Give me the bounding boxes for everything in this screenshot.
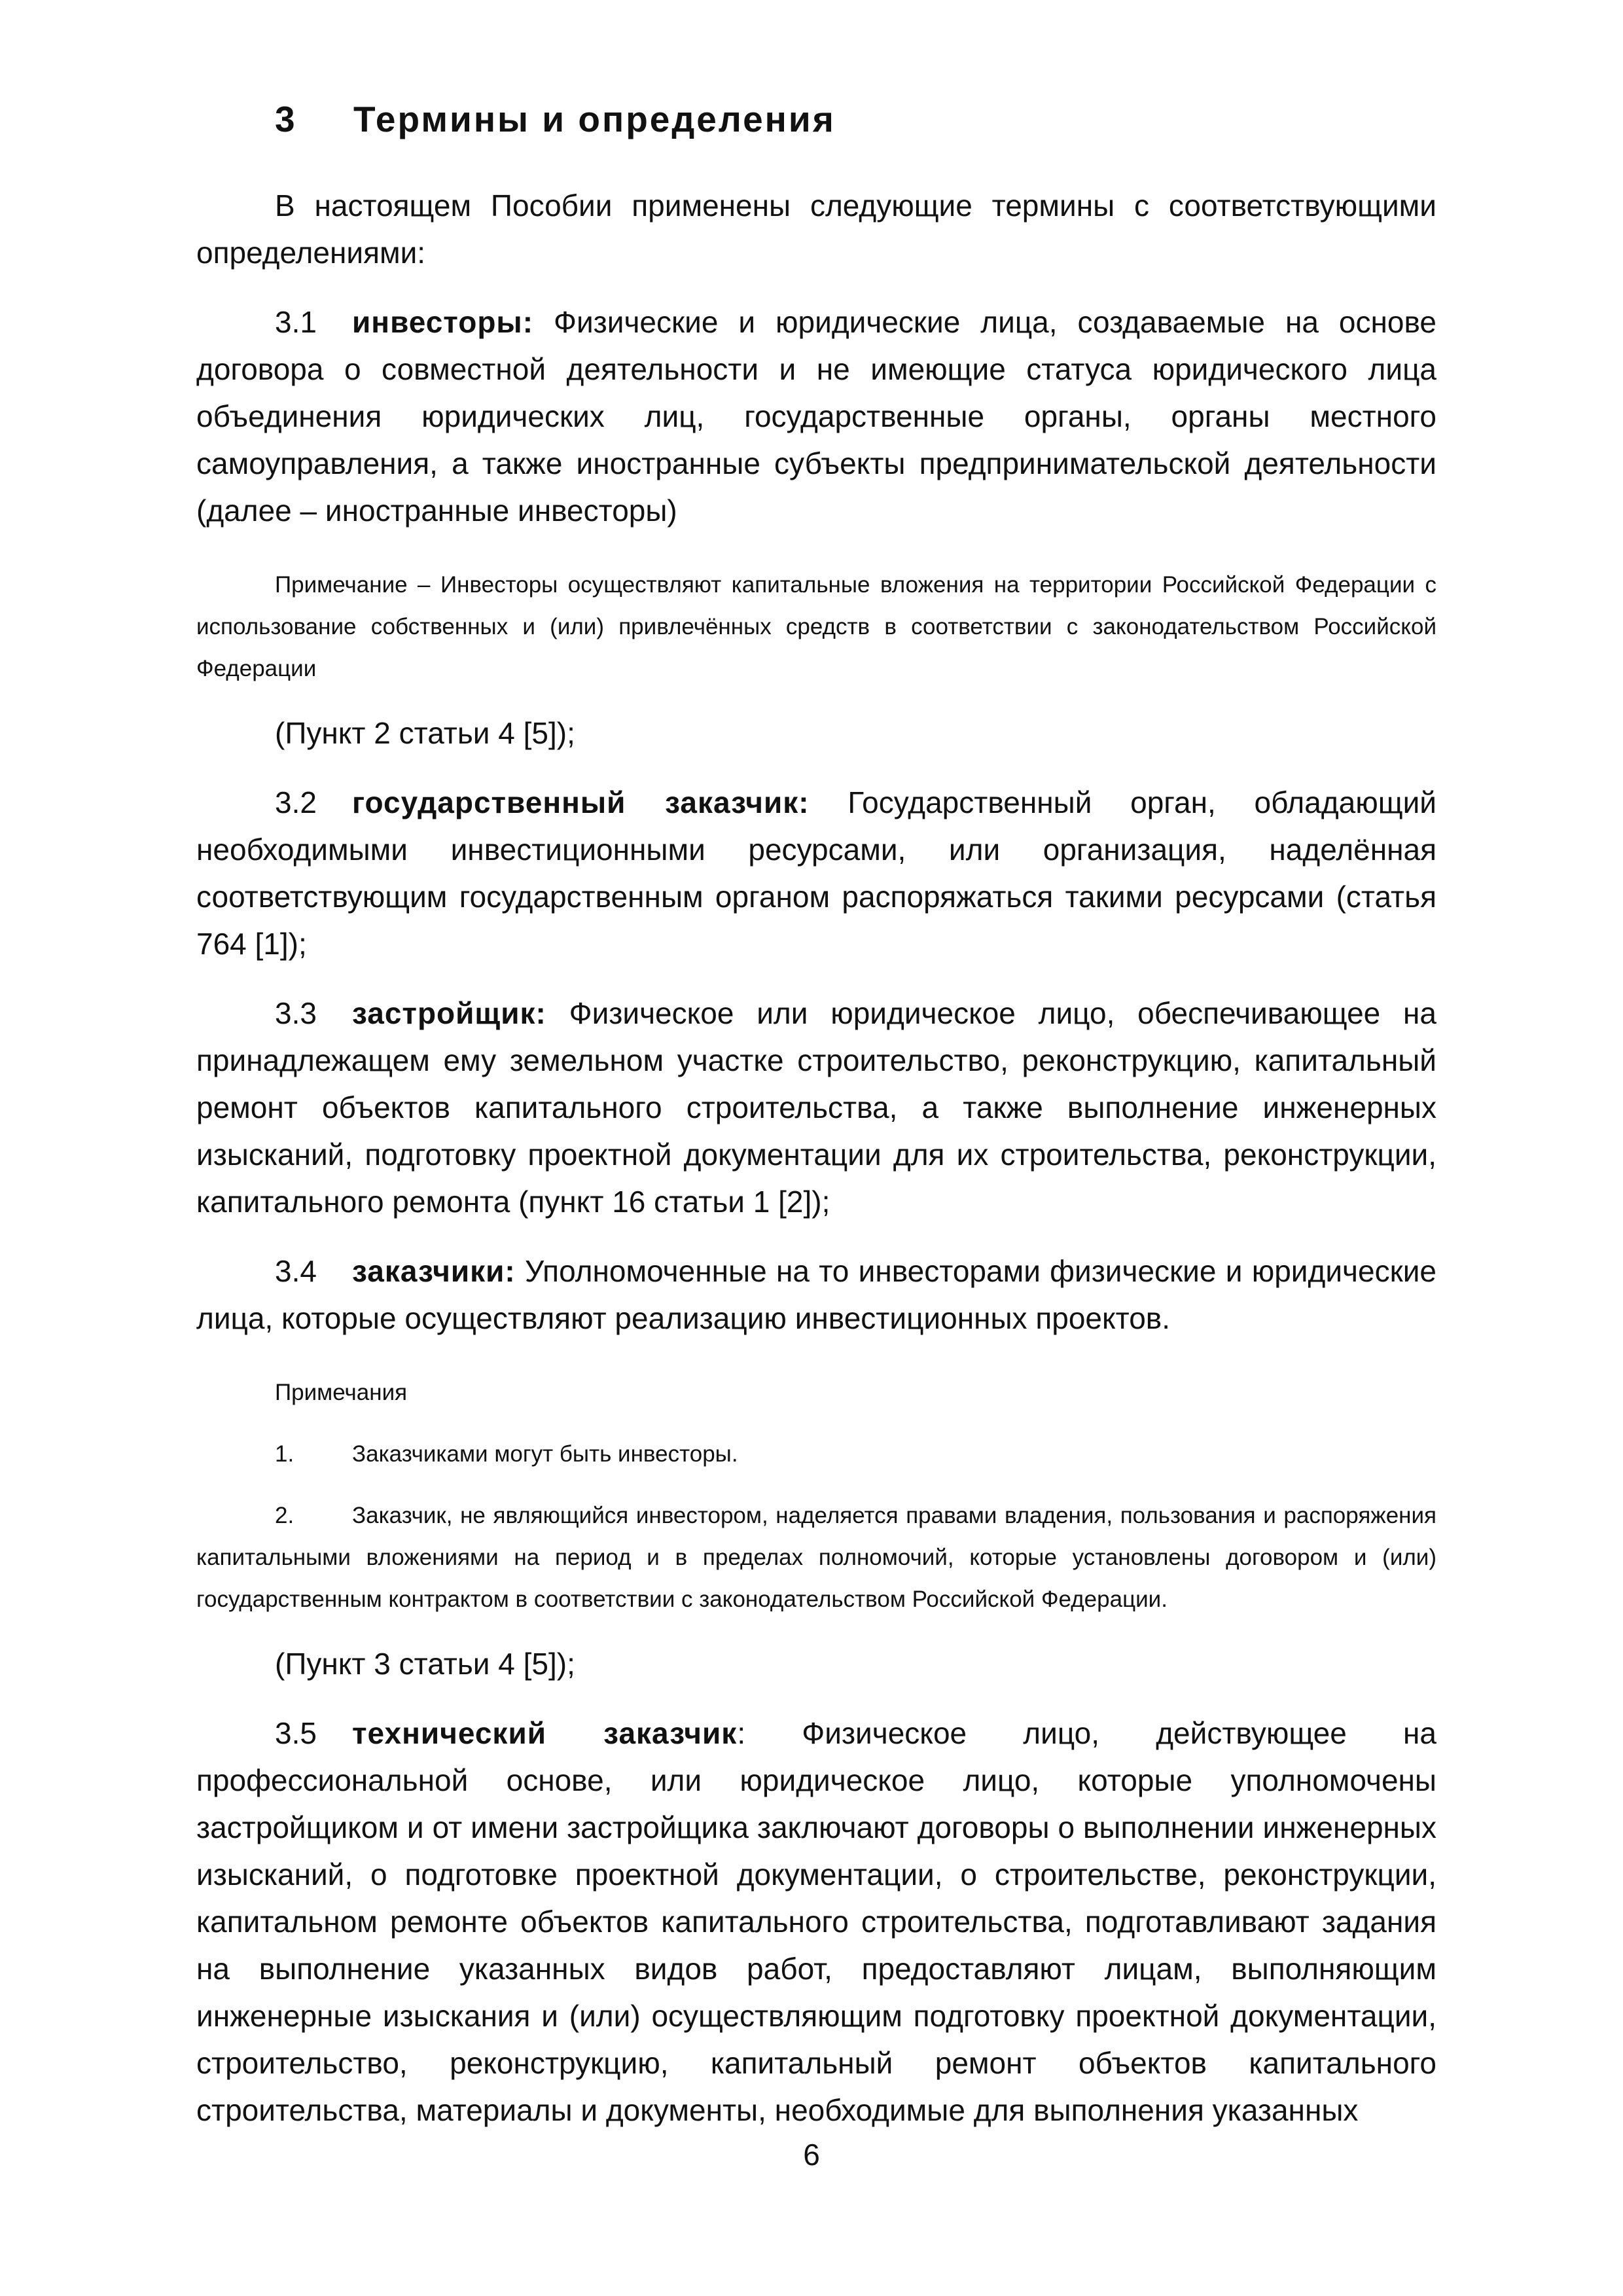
note-item <box>196 1495 1436 1621</box>
term-number: 3.5 <box>275 1716 317 1750</box>
term-name: застройщик: <box>352 996 546 1030</box>
intro-paragraph: В настоящем Пособии применены следующие термины с соответствующими определениями: <box>196 188 1436 270</box>
note-item-number: 2. <box>275 1503 294 1528</box>
term-3-4 <box>196 1247 1436 1342</box>
notes-title: Примечания <box>275 1380 408 1405</box>
section-number: 3 <box>275 99 297 139</box>
term-definition: Государственный орган, обладающий необходимыми инвестиционными ресурсами, или организация, наделённая соответствующим государственным органом распоряжаться такими ресурсами (статья 764 [1]); <box>196 785 1436 961</box>
reference-3-1: (Пункт 2 статьи 4 [5]); <box>275 716 575 750</box>
term-definition: Уполномоченные на то инвесторами физические и юридические лица, которые осуществляют реализацию инвестиционных проектов. <box>196 1254 1436 1335</box>
term-3-2 <box>196 779 1436 967</box>
term-3-1 <box>196 298 1436 534</box>
reference-3-4: (Пункт 3 статьи 4 [5]); <box>275 1647 575 1681</box>
term-name: технический заказчик <box>352 1716 738 1750</box>
term-number: 3.1 <box>275 305 317 339</box>
term-definition: Физические и юридические лица, создаваемые на основе договора о совместной деятельности и не имеющие статуса юридического лица объединения юридических лиц, государственные органы, органы местного самоуправления, а также иностранные субъекты предпринимательской деятельности (далее – иностранные инвесторы) <box>196 305 1436 528</box>
note-item-text: Заказчиками могут быть инвесторы. <box>352 1441 738 1467</box>
term-3-3 <box>196 990 1436 1225</box>
page-number: 6 <box>803 2138 820 2172</box>
term-definition: : Физическое лицо, действующее на профессиональной основе, или юридическое лицо, которые уполномочены застройщиком и от имени застройщика заключают договоры о выполнении инженерных изысканий, о подготовке проектной документации, о строительстве, реконструкции, капитальном ремонте объектов капитального строительства, подготавливают задания на выполнение указанных видов работ, предоставляют лицам, выполняющим инженерные изыскания и (или) осуществляющим подготовку проектной документации, строительство, реконструкцию, капитальный ремонт объектов капитального строительства, материалы и документы, необходимые для выполнения указанных <box>196 1716 1437 2127</box>
document-page <box>196 98 1436 2156</box>
section-heading <box>275 98 1436 140</box>
term-definition: Физическое или юридическое лицо, обеспечивающее на принадлежащем ему земельном участке строительство, реконструкцию, капитальный ремонт объектов капитального строительства, а также выполнение инженерных изысканий, подготовку проектной документации для их строительства, реконструкции, капитального ремонта (пункт 16 статьи 1 [2]); <box>196 996 1436 1219</box>
term-name: государственный заказчик: <box>352 785 810 819</box>
note-item <box>196 1433 1436 1475</box>
term-number: 3.2 <box>275 785 317 819</box>
term-number: 3.3 <box>275 996 317 1030</box>
term-name: заказчики: <box>352 1254 516 1288</box>
note-item-number: 1. <box>275 1441 294 1467</box>
term-3-5 <box>196 1710 1436 2134</box>
note-item-text: Заказчик, не являющийся инвестором, наделяется правами владения, пользования и распоряжения капитальными вложениями на период и в пределах полномочий, которые установлены договором и (или) государственным контрактом в соответствии с законодательством Российской Федерации. <box>196 1503 1436 1612</box>
section-title: Термины и определения <box>353 99 836 139</box>
term-number: 3.4 <box>275 1254 317 1288</box>
note-3-1: Примечание – Инвесторы осуществляют капитальные вложения на территории Российской Федерации с использование собственных и (или) привлечённых средств в соответствии с законодательством Российской Федерации <box>196 572 1436 681</box>
term-name: инвесторы: <box>352 305 534 339</box>
